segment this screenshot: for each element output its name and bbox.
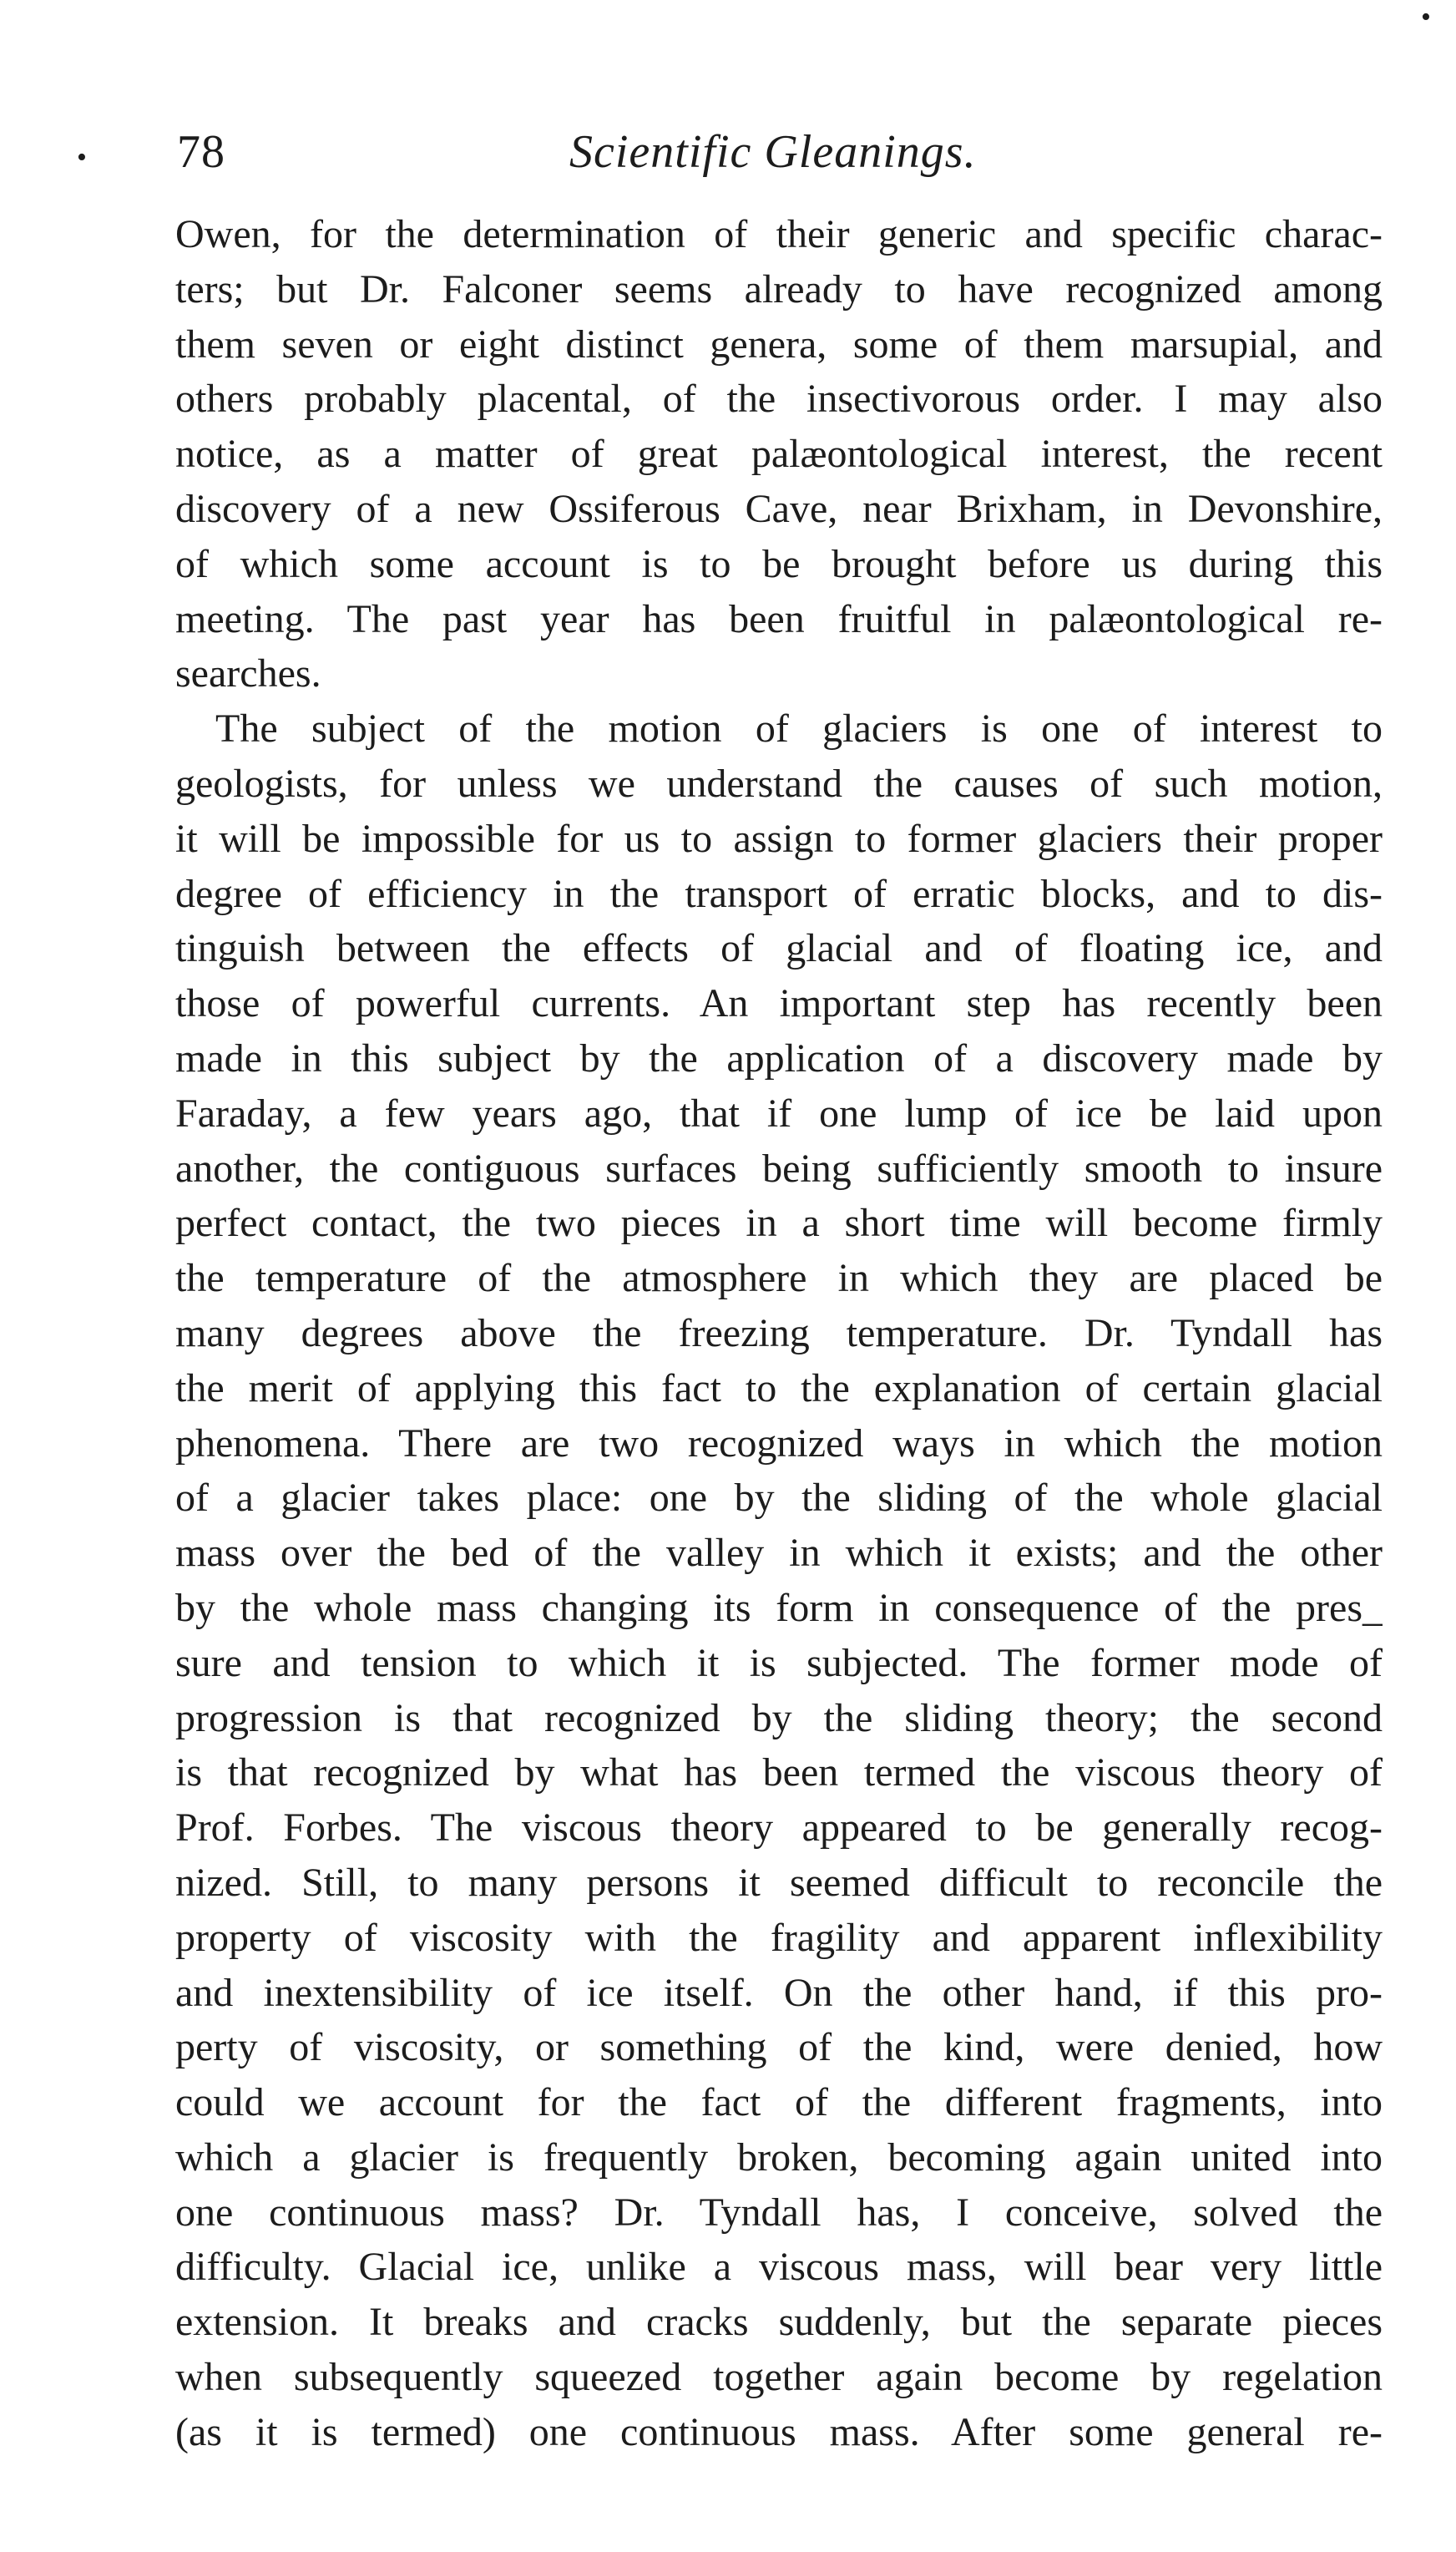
text-line: the temperature of the atmosphere in which they are placed be bbox=[175, 1256, 1383, 1301]
text-line: degree of efficiency in the transport of erratic blocks, and to dis- bbox=[175, 871, 1383, 916]
text-line: progression is that recognized by the sliding theory; the second bbox=[175, 1695, 1383, 1740]
text-line: and inextensibility of ice itself. On the other hand, if this pro- bbox=[175, 1970, 1383, 2015]
text-line: difficulty. Glacial ice, unlike a viscous mass, will bear very little bbox=[175, 2245, 1383, 2290]
text-line: of a glacier takes place: one by the sliding of the whole glacial bbox=[175, 1476, 1383, 1521]
text-line: ters; but Dr. Falconer seems already to have recognized among bbox=[175, 266, 1383, 311]
text-line: Faraday, a few years ago, that if one lump of ice be laid upon bbox=[175, 1091, 1383, 1136]
text-line: those of powerful currents. An important step has recently been bbox=[175, 981, 1383, 1026]
text-line: (as it is termed) one continuous mass. After some general re- bbox=[175, 2409, 1383, 2454]
margin-dot-left: • bbox=[77, 142, 87, 173]
text-line: the merit of applying this fact to the explanation of certain glacial bbox=[175, 1365, 1383, 1410]
text-line: searches. bbox=[175, 651, 321, 696]
text-line: discovery of a new Ossiferous Cave, near Brixham, in Devonshire, bbox=[175, 486, 1383, 531]
text-line: perfect contact, the two pieces in a short time will become firmly bbox=[175, 1201, 1383, 1246]
text-line: notice, as a matter of great palæontological interest, the recent bbox=[175, 432, 1383, 477]
body-text bbox=[175, 207, 1383, 2460]
text-line: others probably placental, of the insectivorous order. I may also bbox=[175, 377, 1383, 422]
text-line: is that recognized by what has been termed the viscous theory of bbox=[175, 1750, 1383, 1795]
text-line: by the whole mass changing its form in consequence of the pres_ bbox=[175, 1585, 1383, 1630]
text-line: meeting. The past year has been fruitful in palæontological re- bbox=[175, 596, 1383, 641]
text-line: of which some account is to be brought before us during this bbox=[175, 541, 1383, 586]
text-line: tinguish between the effects of glacial and of floating ice, and bbox=[175, 926, 1383, 971]
margin-dot-top-right: • bbox=[1421, 2, 1431, 33]
text-line: Prof. Forbes. The viscous theory appeared to be generally recog- bbox=[175, 1805, 1383, 1851]
text-line: sure and tension to which it is subjected. The former mode of bbox=[175, 1640, 1383, 1685]
text-line: could we account for the fact of the different fragments, into bbox=[175, 2080, 1383, 2125]
text-line: property of viscosity with the fragility and apparent inflexibility bbox=[175, 1915, 1383, 1960]
text-line: geologists, for unless we understand the causes of such motion, bbox=[175, 761, 1383, 806]
text-line: when subsequently squeezed together again become by regelation bbox=[175, 2355, 1383, 2400]
text-line: made in this subject by the application of a discovery made by bbox=[175, 1035, 1383, 1081]
paragraph-start-line: The subject of the motion of glaciers is one of interest to bbox=[215, 706, 1383, 752]
text-line: nized. Still, to many persons it seemed difficult to reconcile the bbox=[175, 1860, 1383, 1905]
text-line: Owen, for the determination of their generic and specific charac- bbox=[175, 212, 1383, 256]
text-line: one continuous mass? Dr. Tyndall has, I conceive, solved the bbox=[175, 2190, 1383, 2235]
running-title: Scientific Gleanings. bbox=[569, 126, 977, 178]
text-line: which a glacier is frequently broken, becoming again united into bbox=[175, 2134, 1383, 2180]
text-line: mass over the bed of the valley in which it exists; and the other bbox=[175, 1531, 1383, 1576]
text-line: phenomena. There are two recognized ways in which the motion bbox=[175, 1420, 1383, 1466]
text-line: them seven or eight distinct genera, some of them marsupial, and bbox=[175, 322, 1383, 367]
page-header bbox=[0, 125, 1456, 184]
text-line: many degrees above the freezing temperature. Dr. Tyndall has bbox=[175, 1310, 1383, 1355]
text-line: perty of viscosity, or something of the kind, were denied, how bbox=[175, 2025, 1383, 2070]
text-line: another, the contiguous surfaces being sufficiently smooth to insure bbox=[175, 1146, 1383, 1191]
text-line: it will be impossible for us to assign to former glaciers their proper bbox=[175, 816, 1383, 861]
text-line: extension. It breaks and cracks suddenly, but the separate pieces bbox=[175, 2300, 1383, 2345]
page-number: 78 bbox=[177, 126, 225, 178]
